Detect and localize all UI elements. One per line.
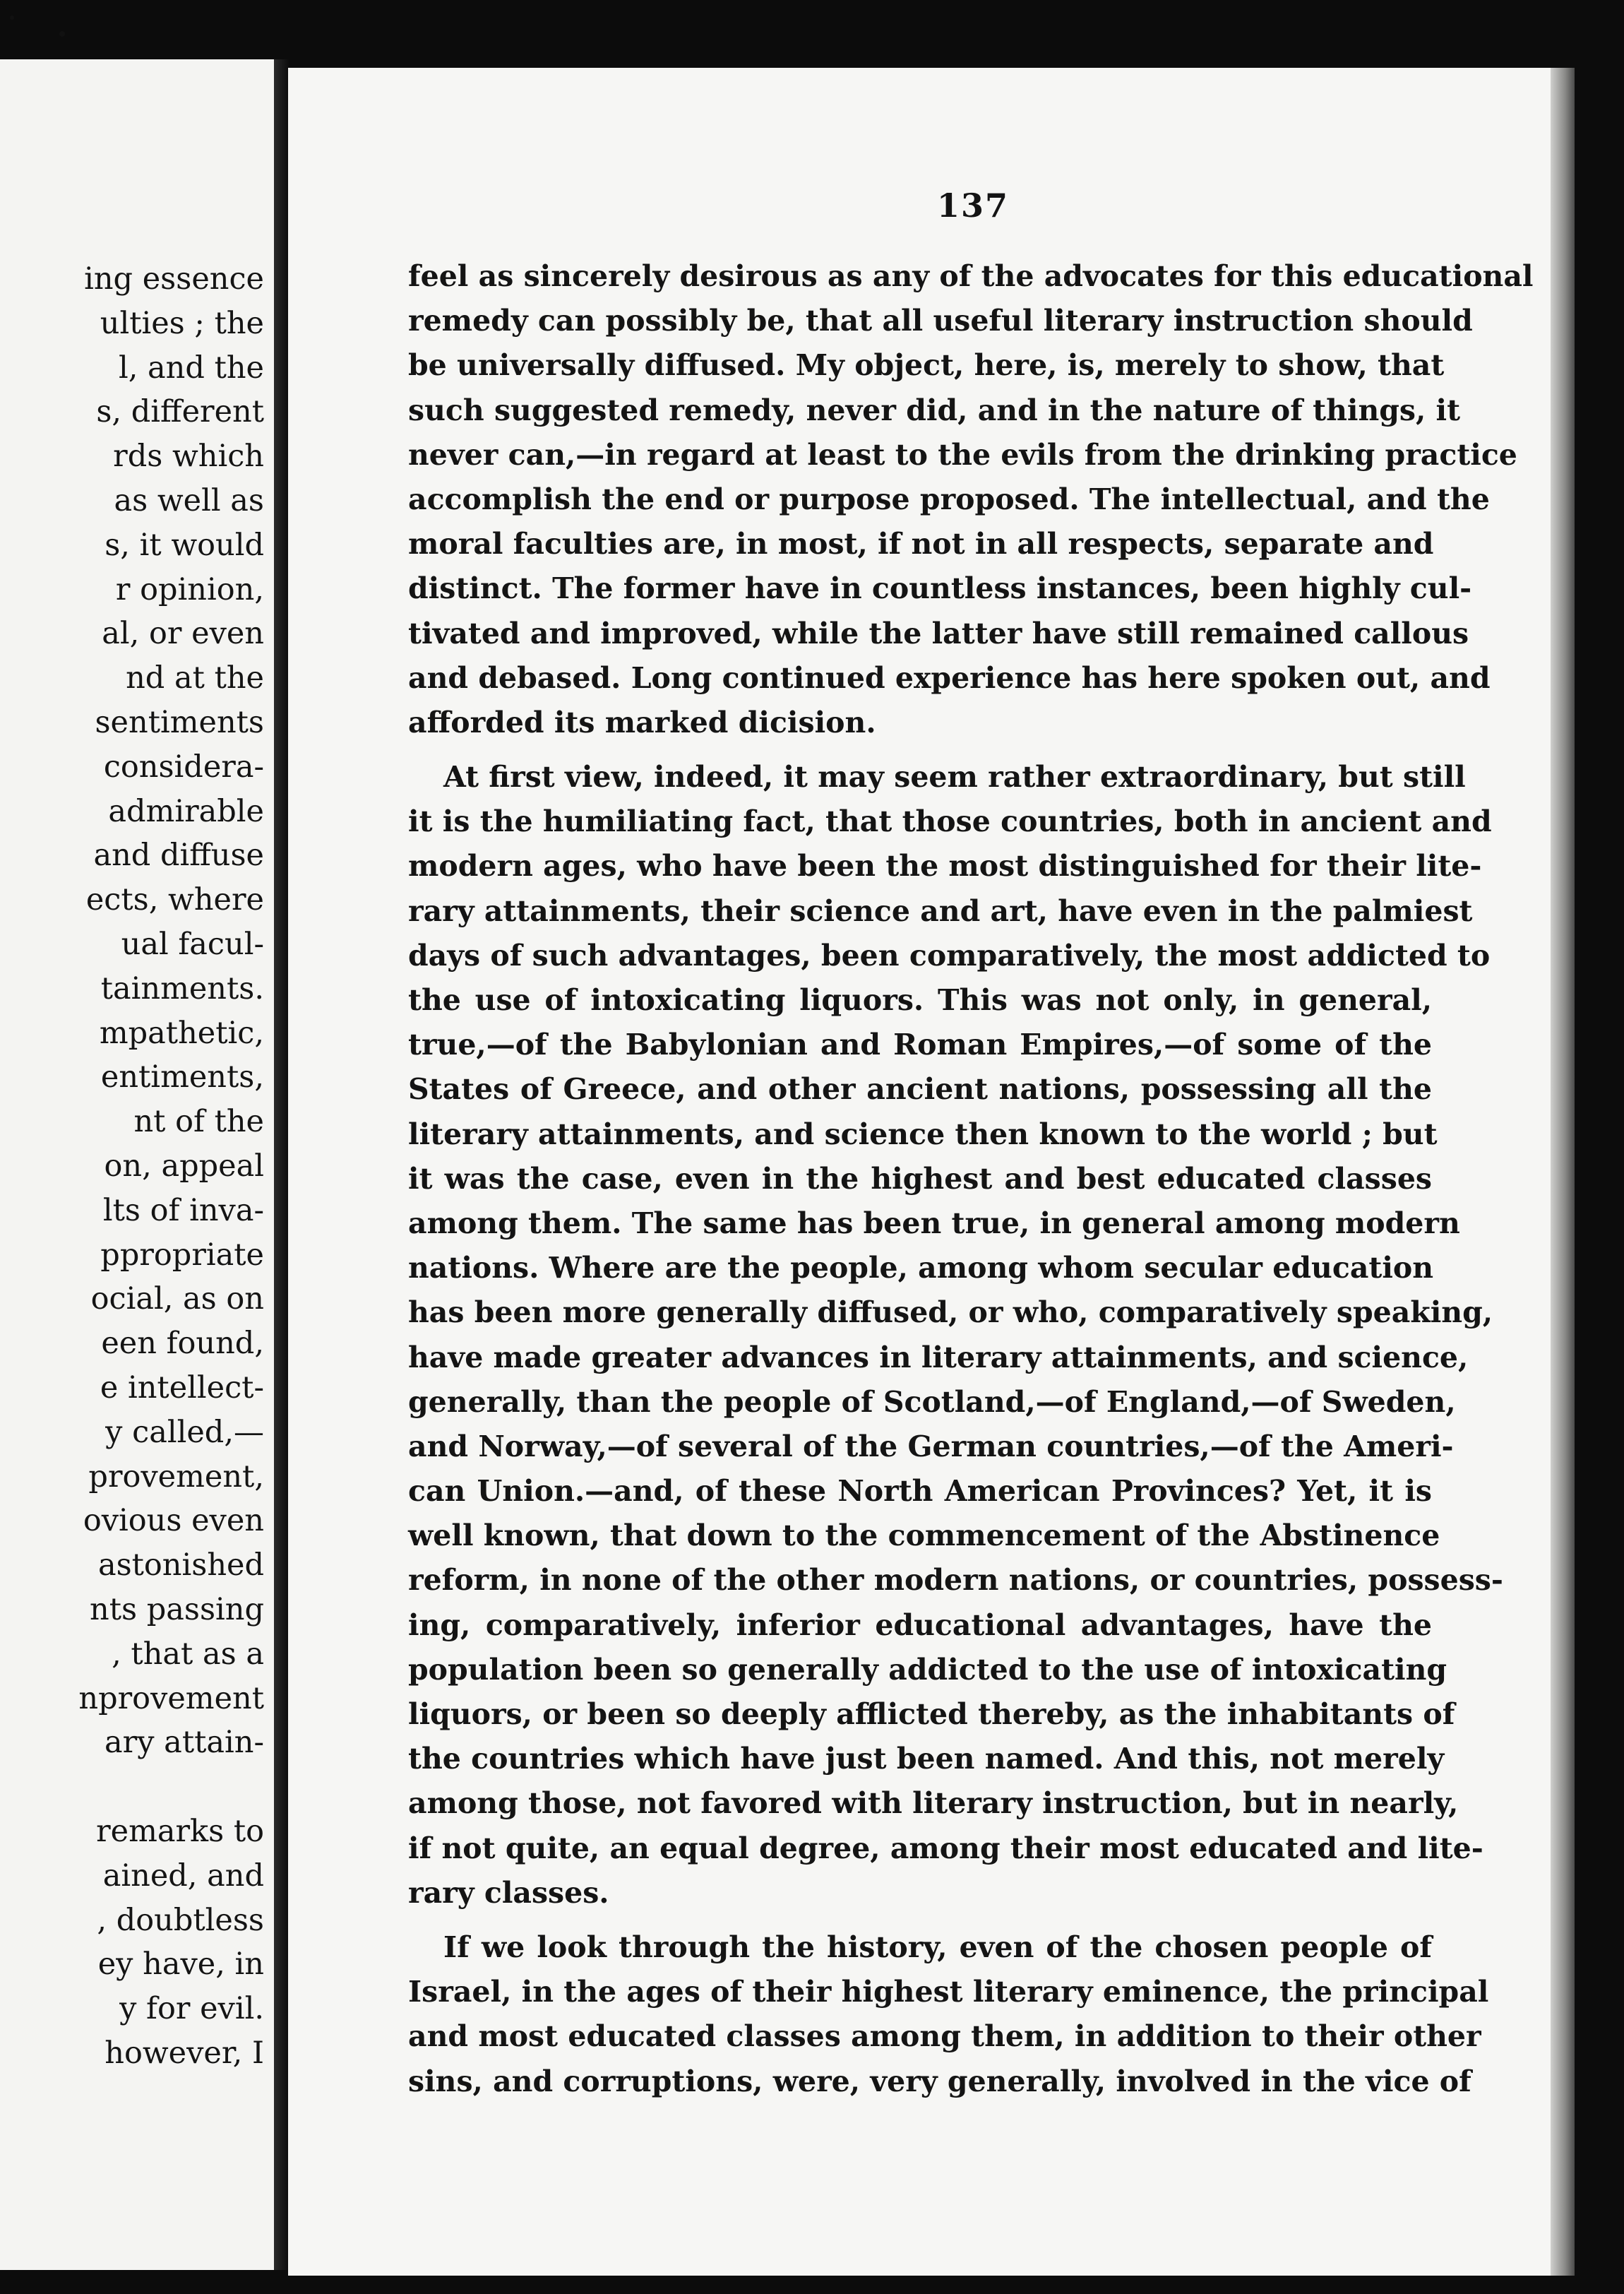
left-page-line: nprovement (78, 1680, 264, 1716)
left-page-line: r opinion, (115, 571, 264, 607)
page-number: 137 (936, 186, 1010, 225)
left-page-line: nts passing (90, 1592, 264, 1627)
text-line: it is the humiliating fact, that those countries, both in ancient and (408, 804, 1492, 839)
text-line: rary classes. (408, 1875, 609, 1910)
left-page-line: ects, where (85, 882, 264, 918)
left-page-line: al, or even (102, 616, 264, 652)
text-line: never can,—in regard at least to the evils from the drinking practice (408, 437, 1517, 472)
left-page-line: s, it would (105, 527, 264, 563)
left-page-line: , doubtless (97, 1902, 264, 1938)
text-line: the countries which have just been named. And this, not merely (408, 1742, 1445, 1776)
text-line: well known, that down to the commencement of the Abstinence (408, 1519, 1440, 1553)
paragraph-gap (408, 745, 1432, 755)
left-page-line: ey have, in (97, 1947, 264, 1983)
left-page-line: ained, and (102, 1858, 264, 1894)
text-line: and most educated classes among them, in addition to their other (408, 2019, 1481, 2054)
text-line: Israel, in the ages of their highest literary eminence, the principal (408, 1975, 1489, 2009)
left-page-line: considera- (103, 749, 264, 785)
text-line: sins, and corruptions, were, very generally, involved in the vice of (408, 2064, 1471, 2098)
left-page-line: sentiments (95, 705, 264, 740)
text-line: the use of intoxicating liquors. This was not only, in general, (408, 983, 1432, 1017)
text-line: ing, comparatively, inferior educational advantages, have the (408, 1607, 1432, 1642)
text-line: it was the case, even in the highest and best educated classes (408, 1161, 1432, 1196)
left-page-line: astonished (97, 1547, 264, 1583)
left-page-line: tainments. (100, 970, 264, 1006)
body-text (408, 254, 1534, 2104)
text-line: reform, in none of the other modern nations, or countries, possess- (408, 1563, 1503, 1598)
left-page-line: y for evil. (119, 1991, 264, 2027)
text-line: rary attainments, their science and art, have even in the palmiest (408, 893, 1473, 928)
right-page (288, 68, 1575, 2276)
paragraph (408, 1925, 1489, 2104)
left-page-line: ing essence (84, 261, 264, 297)
left-page-line: admirable (108, 793, 264, 829)
text-line: generally, than the people of Scotland,—of England,—of Sweden, (408, 1384, 1456, 1419)
left-page-line: provement, (88, 1458, 264, 1494)
text-line: if not quite, an equal degree, among their most educated and lite- (408, 1831, 1483, 1865)
gutter-shadow (274, 59, 289, 2270)
left-page-line: ovious even (83, 1503, 264, 1539)
paragraph-gap (408, 1915, 1432, 1925)
left-page (0, 59, 274, 2270)
text-line: such suggested remedy, never did, and in the nature of things, it (408, 393, 1461, 427)
text-line: be universally diffused. My object, here, is, merely to show, that (408, 348, 1445, 383)
text-line: moral faculties are, in most, if not in all respects, separate and (408, 527, 1434, 561)
left-page-line: l, and the (118, 350, 264, 386)
text-line: among those, not favored with literary instruction, but in nearly, (408, 1786, 1459, 1821)
text-line: has been more generally diffused, or who, comparatively speaking, (408, 1295, 1493, 1330)
text-line: States of Greece, and other ancient nations, possessing all the (408, 1072, 1432, 1107)
left-page-line: e intellect- (100, 1370, 264, 1405)
left-page-line: , that as a (112, 1636, 264, 1672)
text-line: can Union.—and, of these North American Provinces? Yet, it is (408, 1474, 1432, 1509)
text-line: afforded its marked dicision. (408, 705, 876, 739)
left-page-line: as well as (114, 483, 264, 518)
text-line: nations. Where are the people, among whom secular education (408, 1251, 1434, 1285)
text-line: modern ages, who have been the most distinguished for their lite- (408, 849, 1482, 884)
left-page-line: however, I (105, 2036, 264, 2071)
left-page-line: een found, (101, 1326, 264, 1362)
left-page-line: ual facul- (121, 927, 264, 962)
text-line: If we look through the history, even of the chosen people of (443, 1930, 1432, 1964)
left-page-line: lts of inva- (102, 1192, 264, 1228)
page-edge (1551, 68, 1575, 2276)
left-page-line: ulties ; the (100, 305, 264, 341)
text-line: among them. The same has been true, in general among modern (408, 1206, 1460, 1240)
left-page-line: ary attain- (105, 1725, 264, 1761)
left-page-line: ocial, as on (90, 1281, 264, 1317)
text-line: At first view, indeed, it may seem rather extraordinary, but still (443, 760, 1466, 795)
text-line: tivated and improved, while the latter have still remained callous (408, 616, 1469, 650)
left-page-line: on, appeal (104, 1148, 264, 1184)
paragraph (408, 254, 1534, 745)
left-page-line: s, different (96, 394, 264, 430)
speck-mark (10, 16, 14, 20)
left-page-line: entiments, (100, 1059, 264, 1095)
left-page-line: remarks to (96, 1814, 264, 1849)
left-page-line: nd at the (126, 660, 264, 696)
text-line: and Norway,—of several of the German countries,—of the Ameri- (408, 1429, 1454, 1463)
left-page-text (0, 59, 274, 2270)
text-line: liquors, or been so deeply afflicted thereby, as the inhabitants of (408, 1697, 1455, 1731)
text-line: accomplish the end or purpose proposed. The intellectual, and the (408, 482, 1490, 516)
left-page-line: nt of the (133, 1104, 264, 1140)
text-line: distinct. The former have in countless instances, been highly cul- (408, 571, 1472, 606)
text-line: feel as sincerely desirous as any of the advocates for this educational (408, 259, 1534, 293)
left-page-line: mpathetic, (99, 1015, 264, 1051)
left-page-line: y called,— (105, 1414, 264, 1450)
text-line: true,—of the Babylonian and Roman Empires,—of some of the (408, 1028, 1432, 1062)
text-line: population been so generally addicted to the use of intoxicating (408, 1652, 1447, 1687)
left-page-line: rds which (113, 439, 264, 475)
left-page-line: ppropriate (100, 1237, 264, 1273)
text-line: have made greater advances in literary attainments, and science, (408, 1340, 1469, 1374)
speck-mark (59, 31, 65, 37)
text-line: literary attainments, and science then known to the world ; but (408, 1117, 1438, 1151)
text-line: days of such advantages, been comparatively, the most addicted to (408, 938, 1491, 973)
text-line: and debased. Long continued experience has here spoken out, and (408, 660, 1491, 695)
paragraph (408, 755, 1503, 1915)
text-line: remedy can possibly be, that all useful literary instruction should (408, 304, 1473, 338)
left-page-line: and diffuse (93, 838, 264, 874)
